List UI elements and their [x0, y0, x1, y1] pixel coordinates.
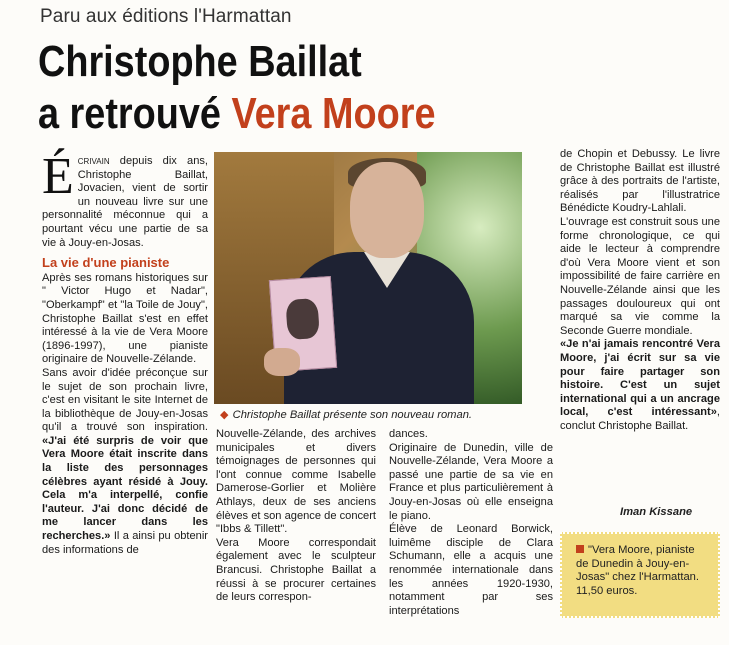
col1-p2-plain: Sans avoir d'idée préconçue sur le sujet de son prochain livre, c'est en visitant le site Internet de la bibliothèque de Jouy-en-Josas qu'il a trouvé son inspiration. [42, 366, 208, 434]
headline-accent: Vera Moore [231, 89, 436, 138]
col3-paragraph-2: Originaire de Dunedin, ville de Nouvelle-Zélande, Vera Moore a passé une partie de sa vie en France et plus particulièrement à Jouy-en-Josas où elle enseigna le piano. [389, 441, 553, 522]
col4-paragraph-3 [560, 338, 720, 433]
intro-paragraph [42, 148, 208, 250]
intro-text: depuis dix ans, Christophe Baillat, Jovacien, vient de sortir un nouveau livre sur une personnalité méconnue qui a pourtant vécu une partie de sa vie à Jouy-en-Josas. [42, 155, 208, 249]
headline-line2-prefix: a retrouvé [38, 89, 232, 138]
column-4 [560, 148, 720, 433]
column-1 [42, 148, 208, 557]
col1-paragraph-2 [42, 367, 208, 557]
col3-paragraph-3: Élève de Leonard Borwick, luimême disciple de Clara Schumann, elle a acquis une renommée internationale dans les années 1920-1930, notamment par ses interprétations [389, 523, 553, 617]
col1-paragraph-1: Après ses romans historiques sur " Victor Hugo et Nadar", "Oberkampf" et "la Toile de Jouy", Christophe Baillat s'est en effet intéressé à la vie de Vera Moore (1896-1997), une pianiste originaire de Nouvelle-Zélande. [42, 271, 208, 366]
subhead: La vie d'une pianiste [42, 255, 170, 271]
box-text: "Vera Moore, pianiste de Dunedin à Jouy-en-Josas" chez l'Harmattan. 11,50 euros. [576, 544, 700, 597]
caption-text: Christophe Baillat présente son nouveau roman. [232, 409, 473, 421]
col4-paragraph-1: de Chopin et Debussy. Le livre de Christophe Baillat est illustré grâce à des portraits de l'artiste, réalisés par l'illustratrice Bénédicte Koudry-Lahlali. [560, 148, 720, 215]
col1-p2-end: Il a ainsi pu obtenir des informations de [42, 530, 208, 556]
headline [38, 36, 435, 140]
column-3 [389, 428, 553, 618]
col2-paragraph-1: Nouvelle-Zélande, des archives municipales et divers témoignages de personnes qui l'ont connue comme Isabelle Damerose-Gorlier et Molière Athlays, deux de ses anciens élèves et son agence de concert "Ibbs & Tillett". [216, 428, 376, 536]
column-2 [216, 428, 376, 605]
col1-p2-quote: «J'ai été surpris de voir que Vera Moore était inscrite dans la liste des personnages célèbres ayant résidé à Jouy. Cela m'a interpellé, confie l'auteur. J'ai donc décidé de me lancer dans les recherches.» [42, 434, 208, 543]
author-signature: Iman Kissane [620, 506, 693, 518]
col2-paragraph-2: Vera Moore correspondait également avec le sculpteur Brancusi. Christophe Baillat a réussi à se procurer certaines de leurs correspon- [216, 536, 376, 604]
author-photo [214, 152, 522, 404]
col4-paragraph-2: L'ouvrage est construit sous une forme chronologique, ce qui aide le lecteur à comprendre d'où Vera Moore vient et son impossibilité de faire carrière en Nouvelle-Zélande ainsi que les passages douloureux qui ont marqué sa vie comme la Seconde Guerre mondiale. [560, 215, 720, 337]
book-info-box [560, 532, 720, 618]
headline-line1: Christophe Baillat [38, 37, 362, 86]
col4-p3-end: , conclut Christophe Baillat. [560, 406, 720, 432]
box-square-icon [576, 545, 584, 553]
kicker: Paru aux éditions l'Harmattan [40, 6, 292, 27]
intro-smallcaps: crivain [77, 155, 110, 167]
col4-p3-quote: «Je n'ai jamais rencontré Vera Moore, j'ai écrit sur sa vie pour faire partager son histoire. C'est un sujet international qui a un ancrage local, c'est intéressant» [560, 338, 720, 419]
col3-paragraph-1: dances. [389, 428, 428, 440]
caption-marker-icon: ◆ [220, 409, 229, 421]
dropcap: É [42, 148, 74, 205]
photo-caption [220, 408, 472, 421]
